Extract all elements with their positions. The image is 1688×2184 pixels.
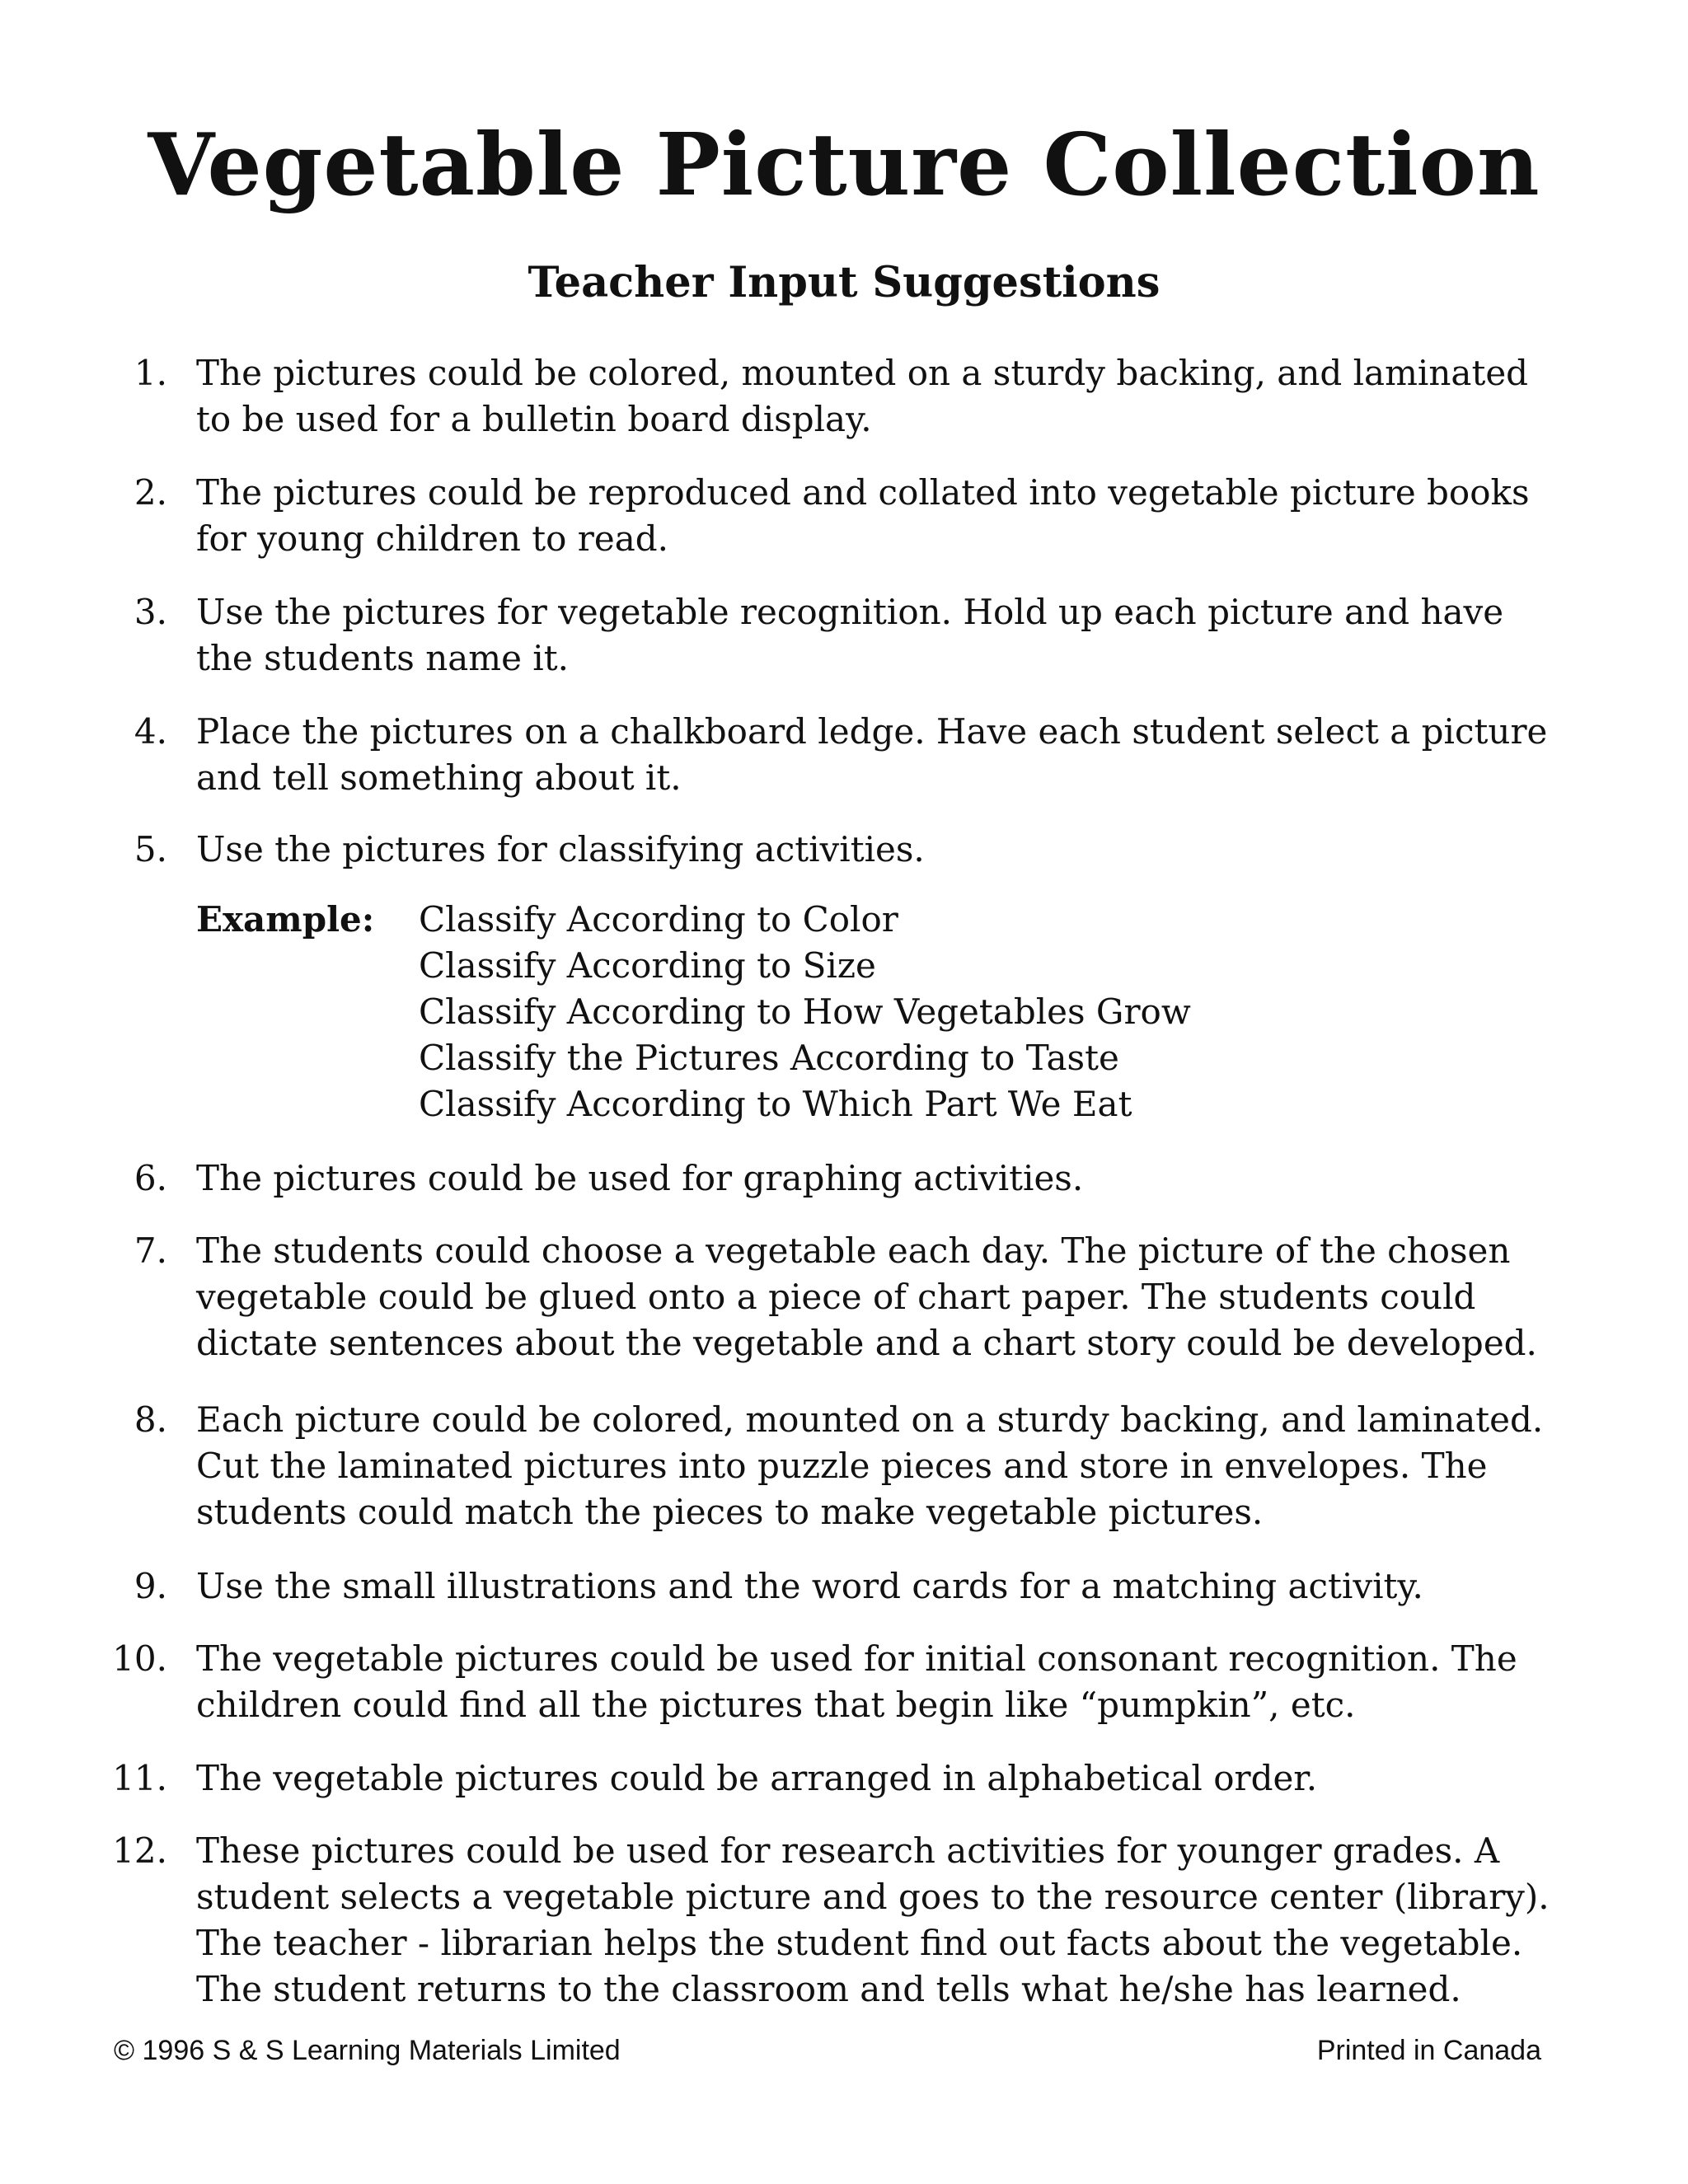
item-text: The vegetable pictures could be used for initial consonant recognition. The children could find all the pictures that begin like “pumpkin”, etc. <box>196 1638 1517 1725</box>
printed-in-note: Printed in Canada <box>1316 2035 1541 2066</box>
example-list <box>419 897 1191 1127</box>
item-text: Use the small illustrations and the word cards for a matching activity. <box>196 1566 1423 1606</box>
item-number: 7. <box>134 1230 167 1271</box>
item-number: 6. <box>134 1158 167 1198</box>
example-label: Example: <box>196 899 375 940</box>
item-number: 8. <box>134 1399 167 1440</box>
item-text: Each picture could be colored, mounted on a sturdy backing, and laminated. Cut the laminated pictures into puzzle pieces and store in envelopes. The students could match the pieces to make vegetable pictures. <box>196 1399 1544 1532</box>
item-text: The students could choose a vegetable each day. The picture of the chosen vegetable could be glued onto a piece of chart paper. The students could dictate sentences about the vegetable and a chart story could be developed. <box>196 1230 1537 1363</box>
item-text: The pictures could be colored, mounted on a sturdy backing, and laminated to be used for a bulletin board display. <box>196 353 1529 439</box>
item-number: 5. <box>134 829 167 869</box>
item-number: 2. <box>134 472 167 513</box>
item-number: 1. <box>134 353 167 393</box>
item-number: 9. <box>134 1566 167 1606</box>
item-text: These pictures could be used for research activities for younger grades. A student selects a vegetable picture and goes to the resource center (library). The teacher - librarian helps the student find out facts about the vegetable. The student returns to the classroom and tells what he/she has learned. <box>196 1830 1550 2009</box>
item-text: The pictures could be used for graphing activities. <box>196 1158 1084 1198</box>
example-line: Classify According to How Vegetables Grow <box>419 991 1191 1032</box>
example-line: Classify According to Which Part We Eat <box>419 1084 1132 1124</box>
item-text: The vegetable pictures could be arranged in alphabetical order. <box>196 1758 1318 1798</box>
item-number: 4. <box>134 711 167 752</box>
item-text: Use the pictures for vegetable recognition. Hold up each picture and have the students name it. <box>196 592 1504 678</box>
item-number: 3. <box>134 592 167 632</box>
item-text: Use the pictures for classifying activities. <box>196 829 925 869</box>
item-text: The pictures could be reproduced and collated into vegetable picture books for young children to read. <box>196 472 1530 559</box>
example-line: Classify the Pictures According to Taste <box>419 1038 1119 1078</box>
example-line: Classify According to Color <box>419 899 898 940</box>
copyright-notice: © 1996 S & S Learning Materials Limited <box>114 2035 621 2066</box>
item-text: Place the pictures on a chalkboard ledge. Have each student select a picture and tell something about it. <box>196 711 1548 798</box>
item-number: 12. <box>112 1830 167 1871</box>
item-number: 11. <box>112 1758 167 1798</box>
example-line: Classify According to Size <box>419 945 876 986</box>
item-number: 10. <box>112 1638 167 1679</box>
page-title: Vegetable Picture Collection <box>148 114 1540 215</box>
page-subtitle: Teacher Input Suggestions <box>528 258 1160 307</box>
